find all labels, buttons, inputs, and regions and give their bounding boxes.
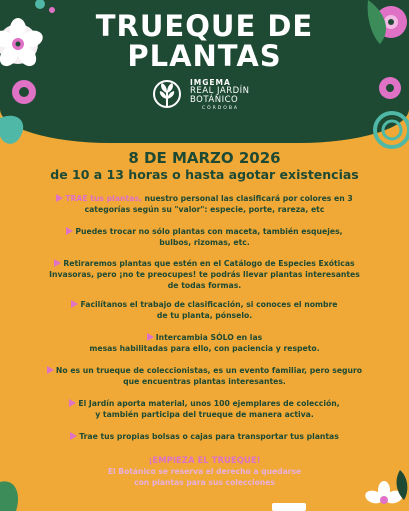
highlight-text: TRAE tus plantas,: [65, 194, 142, 203]
logo-name: REAL JARDÍN: [190, 86, 250, 96]
logo-name: IMGEMA: [190, 78, 231, 87]
event-title: PLANTAS: [127, 39, 282, 73]
pink-triangle-icon: [66, 227, 73, 235]
jardin-botanico-logo-icon: [152, 79, 182, 109]
logo-text: [190, 78, 250, 112]
info-item: No es un trueque de coleccionistas, es un evento familiar, pero seguro que encuentras plantas interesantes.: [8, 365, 401, 387]
pink-triangle-icon: [56, 194, 63, 202]
pink-triangle-icon: [70, 432, 77, 440]
logo-city: CÓRDOBA: [202, 106, 239, 111]
event-title: TRUEQUE DE: [95, 9, 314, 43]
info-item: Retiraremos plantas que estén en el Catálogo de Especies Exóticas Invasoras, pero ¡no te preocupes! te podrás llevar plantas interesantes de todas formas.: [49, 259, 360, 290]
dot-icon: [35, 0, 45, 9]
event-hours: de 10 a 13 horas o hasta agotar existencias: [50, 167, 359, 182]
pink-triangle-icon: [47, 366, 54, 374]
pink-triangle-icon: [69, 399, 76, 407]
info-item: Trae tus propias bolsas o cajas para transportar tus plantas: [12, 431, 397, 442]
disclaimer-note: El Botánico se reserva el derecho a quedarse con plantas para sus colecciones: [107, 467, 302, 487]
info-item: Puedes trocar no sólo plantas con maceta, también esquejes, bulbos, rizomas, etc.: [12, 226, 397, 248]
spiral-leaf-icon: [375, 113, 409, 147]
pink-triangle-icon: [54, 259, 61, 267]
pink-triangle-icon: [147, 333, 154, 341]
footer-badge: [272, 503, 306, 511]
info-item: Facilítanos el trabajo de clasificación, si conoces el nombre de tu planta, pónselo.: [12, 299, 397, 321]
info-item: TRAE tus plantas, nuestro personal las clasificará por colores en 3 categorías según su "valor": especie, porte, rareza, etc: [12, 193, 397, 215]
dark-flower-icon: [372, 70, 408, 106]
pink-flower-icon: [7, 75, 41, 109]
pink-triangle-icon: [71, 300, 78, 308]
call-to-action: ¡EMPIEZA EL TRUEQUE!: [148, 456, 261, 466]
leaf-icon: [0, 116, 23, 144]
event-date: 8 DE MARZO 2026: [128, 149, 281, 167]
info-item: Intercambia SÓLO en las mesas habilitadas para ello, con paciencia y respeto.: [89, 333, 320, 353]
logo-name: BOTÁNICO: [190, 95, 239, 105]
info-item: El Jardín aporta material, unos 100 ejemplares de colección, y también participa del trueque de manera activa.: [12, 398, 397, 420]
